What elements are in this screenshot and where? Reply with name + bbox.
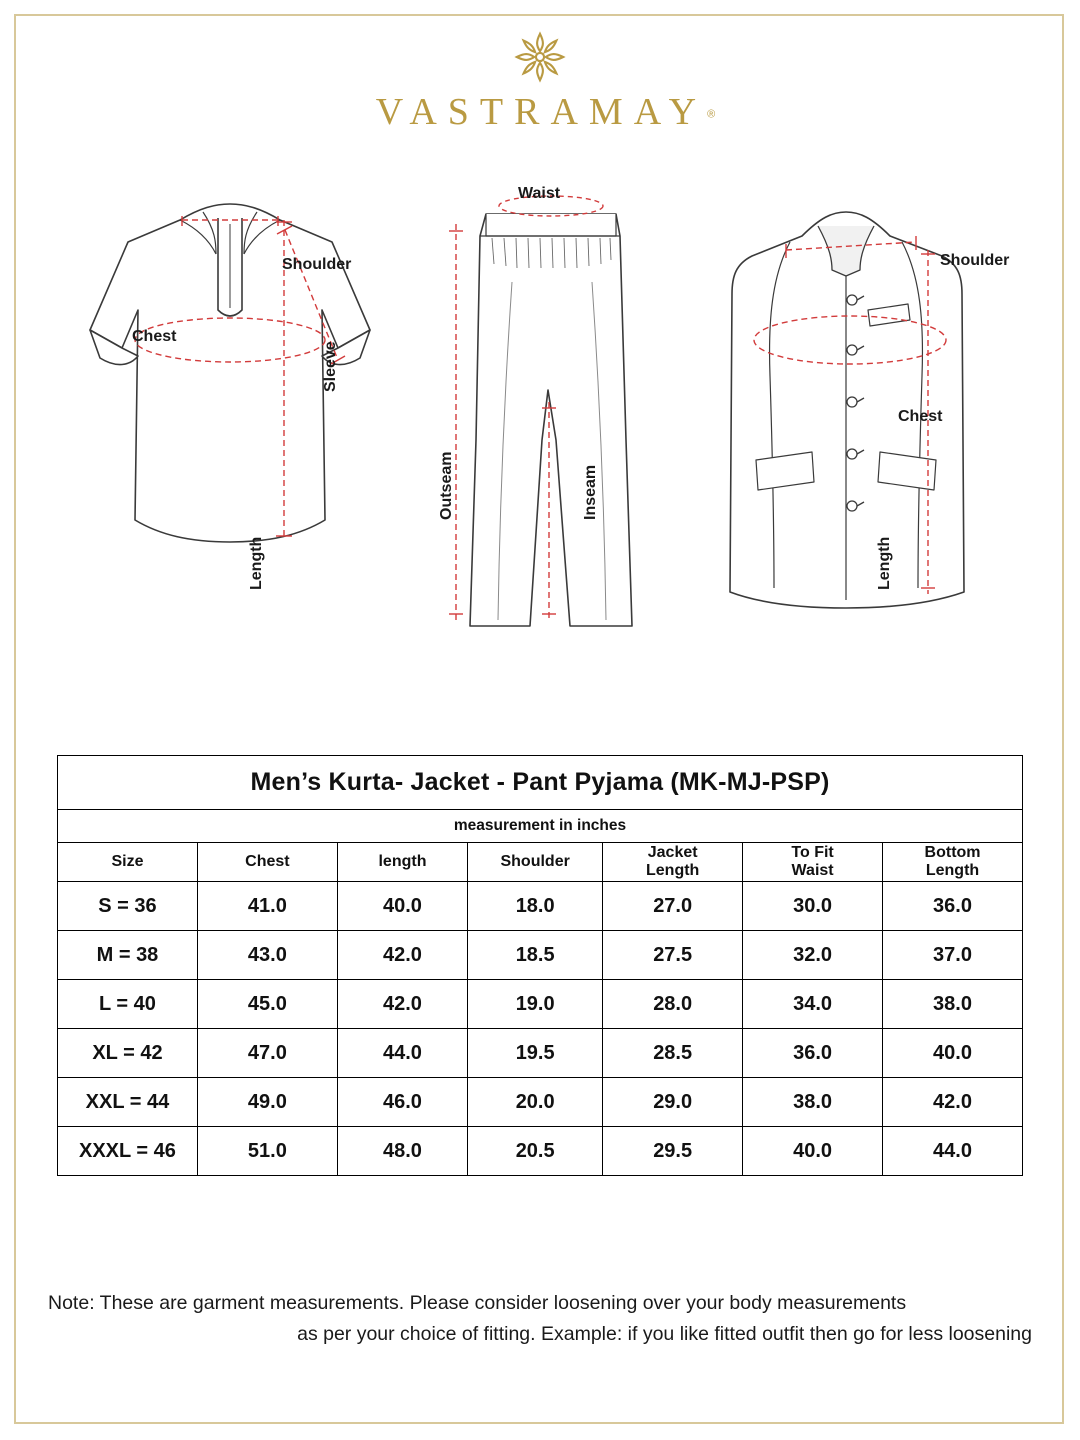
table-title-row (58, 756, 1023, 810)
column-header-size (58, 843, 198, 882)
kurta-length-label: Length (248, 536, 265, 590)
cell-jacket-length: 27.5 (603, 931, 743, 980)
cell-shoulder: 20.0 (468, 1078, 603, 1127)
table-row (58, 1029, 1023, 1078)
jacket-chest-label: Chest (898, 408, 943, 425)
column-header-jacket-length (603, 843, 743, 882)
column-header-length-bottom: length (378, 853, 427, 870)
column-header-shoulder-bottom: Shoulder (500, 853, 570, 870)
kurta-sleeve-label: Sleeve (322, 341, 339, 392)
cell-to-fit-waist: 30.0 (743, 882, 883, 931)
kurta-shoulder-label: Shoulder (282, 256, 352, 273)
table-title: Men’s Kurta- Jacket - Pant Pyjama (MK-MJ-PSP) (58, 756, 1023, 810)
cell-length: 46.0 (337, 1078, 467, 1127)
registered-mark: ® (707, 108, 716, 121)
table-subtitle: measurement in inches (58, 810, 1023, 843)
cell-shoulder: 19.0 (468, 980, 603, 1029)
cell-jacket-length: 29.0 (603, 1078, 743, 1127)
cell-length: 48.0 (337, 1127, 467, 1176)
cell-bottom-length: 38.0 (883, 980, 1023, 1029)
cell-length: 42.0 (337, 980, 467, 1029)
cell-to-fit-waist: 40.0 (743, 1127, 883, 1176)
size-chart-table (57, 755, 1023, 1176)
cell-chest: 45.0 (197, 980, 337, 1029)
jacket-length-label: Length (876, 536, 893, 590)
column-header-to-fit-waist-top: To Fit (791, 844, 834, 861)
cell-size: XXXL = 46 (58, 1127, 198, 1176)
measurement-note (48, 1288, 1032, 1350)
column-header-shoulder (468, 843, 603, 882)
cell-chest: 47.0 (197, 1029, 337, 1078)
column-header-chest-bottom: Chest (245, 853, 290, 870)
table-row (58, 931, 1023, 980)
column-header-length (337, 843, 467, 882)
jacket-shoulder-label: Shoulder (940, 252, 1010, 269)
kurta-figure (70, 190, 400, 645)
cell-bottom-length: 42.0 (883, 1078, 1023, 1127)
pyjama-inseam-label: Inseam (582, 464, 599, 520)
table-subtitle-row (58, 810, 1023, 843)
garment-illustrations (40, 185, 1040, 710)
jacket-figure (690, 190, 1010, 645)
cell-bottom-length: 40.0 (883, 1029, 1023, 1078)
pyjama-waist-label: Waist (518, 185, 561, 202)
cell-chest: 41.0 (197, 882, 337, 931)
cell-bottom-length: 37.0 (883, 931, 1023, 980)
column-header-bottom-length (883, 843, 1023, 882)
note-line-2: as per your choice of fitting. Example: if you like fitted outfit then go for less loosening (297, 1323, 1032, 1346)
cell-shoulder: 18.5 (468, 931, 603, 980)
cell-length: 42.0 (337, 931, 467, 980)
cell-size: XXL = 44 (58, 1078, 198, 1127)
cell-to-fit-waist: 38.0 (743, 1078, 883, 1127)
table-row (58, 1127, 1023, 1176)
cell-shoulder: 19.5 (468, 1029, 603, 1078)
cell-size: XL = 42 (58, 1029, 198, 1078)
pyjama-drawing (420, 190, 680, 640)
cell-chest: 49.0 (197, 1078, 337, 1127)
note-line-1: Note: These are garment measurements. Please consider loosening over your body measurements (48, 1292, 907, 1314)
ornamental-star-icon (511, 28, 569, 86)
table-row (58, 980, 1023, 1029)
cell-size: M = 38 (58, 931, 198, 980)
column-header-size-bottom: Size (111, 853, 144, 870)
cell-jacket-length: 29.5 (603, 1127, 743, 1176)
cell-jacket-length: 27.0 (603, 882, 743, 931)
cell-jacket-length: 28.0 (603, 980, 743, 1029)
column-header-to-fit-waist (743, 843, 883, 882)
table-row (58, 1078, 1023, 1127)
column-header-jacket-length-top: Jacket (647, 844, 698, 861)
cell-to-fit-waist: 34.0 (743, 980, 883, 1029)
size-chart-table-wrapper (57, 755, 1023, 1176)
cell-size: S = 36 (58, 882, 198, 931)
brand-name: VASTRAMAY (375, 91, 708, 133)
cell-bottom-length: 36.0 (883, 882, 1023, 931)
cell-length: 40.0 (337, 882, 467, 931)
column-header-jacket-length-bottom: Length (646, 862, 700, 879)
kurta-chest-label: Chest (132, 328, 177, 345)
brand-header (0, 28, 1080, 134)
column-header-chest (197, 843, 337, 882)
table-row (58, 882, 1023, 931)
cell-shoulder: 18.0 (468, 882, 603, 931)
column-header-bottom-length-top: Bottom (924, 844, 981, 861)
cell-bottom-length: 44.0 (883, 1127, 1023, 1176)
cell-to-fit-waist: 36.0 (743, 1029, 883, 1078)
cell-to-fit-waist: 32.0 (743, 931, 883, 980)
table-header-row (58, 843, 1023, 882)
cell-chest: 43.0 (197, 931, 337, 980)
pyjama-outseam-label: Outseam (438, 451, 455, 520)
pyjama-figure (420, 185, 680, 645)
cell-jacket-length: 28.5 (603, 1029, 743, 1078)
cell-shoulder: 20.5 (468, 1127, 603, 1176)
column-header-to-fit-waist-bottom: Waist (791, 862, 834, 879)
column-header-bottom-length-bottom: Length (925, 862, 980, 879)
cell-chest: 51.0 (197, 1127, 337, 1176)
cell-length: 44.0 (337, 1029, 467, 1078)
cell-size: L = 40 (58, 980, 198, 1029)
